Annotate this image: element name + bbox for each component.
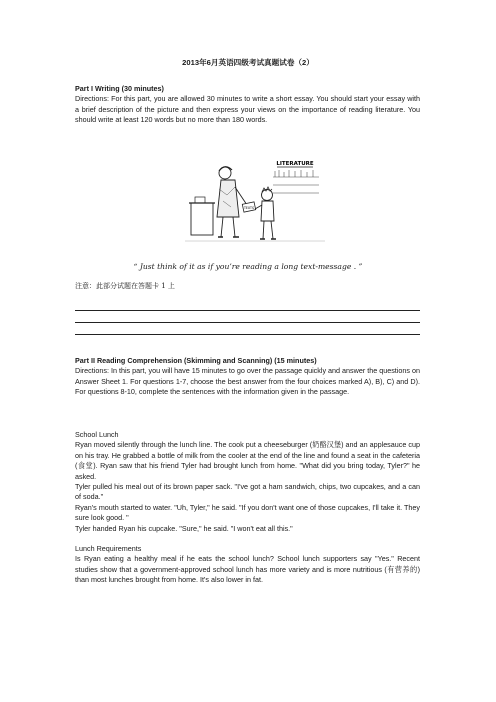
part-2-directions: Directions: In this part, you will have 15 minutes to go over the passage quickly and answer the questions on Answer Sheet 1. For questions 1-7, choose the best answer from the four choices marked A), B), C) and D). For questions 8-10, complete the sentences with the information given in the passage. [75, 366, 420, 397]
child-body [261, 201, 274, 221]
passage-title: School Lunch [75, 430, 119, 439]
answer-sheet-note: 注意：此部分试题在答题卡 1 上 [75, 282, 175, 290]
answer-lines [75, 310, 420, 335]
child-head [262, 190, 273, 201]
answer-line [75, 334, 420, 335]
answer-line [75, 322, 420, 323]
passage-subheading: Lunch Requirements [75, 544, 142, 554]
part-1-directions: Directions: For this part, you are allowed 30 minutes to write a short essay. You should start your essay with a brief description of the picture and then express your views on the importance of reading literature. You should write at least 120 words but no more than 180 words. [75, 94, 420, 125]
passage-paragraph: Tyler pulled his meal out of its brown paper sack. "I've got a ham sandwich, chips, two cupcakes, and a can of soda." [75, 482, 420, 502]
page-title: 2013年6月英语四级考试真题试卷（2） [182, 58, 314, 67]
cartoon-caption: “ Just think of it as if you’re reading a long text-message . ” [133, 262, 363, 271]
book-text: TEXTS [243, 206, 255, 210]
sign-text: LITERATURE [276, 161, 314, 167]
part-2-heading: Part II Reading Comprehension (Skimming and Scanning) (15 minutes) [75, 356, 317, 365]
passage-paragraph: Ryan moved silently through the lunch line. The cook put a cheeseburger (奶酪汉堡) and an applesauce cup on his tray. He grabbed a bottle of milk from the cooler at the end of the line and found a seat in the cafeteria (食堂). Ryan saw that his friend Tyler had brought lunch from home. "What did you bring today, Tyler?" he asked. [75, 440, 420, 481]
passage [75, 430, 420, 586]
passage-paragraph: Ryan's mouth started to water. "Uh, Tyler," he said. "If you don't want one of those cupcakes, I'll take it. They sure look good. " [75, 502, 420, 523]
desk [191, 203, 213, 235]
passage-paragraph: Is Ryan eating a healthy meal if he eats the school lunch? School lunch supporters say "Yes." Recent studies show that a government-approved school lunch has more variety and is more nutritious (有营养的) than most lunches brought from home. It's also lower in fat. [75, 554, 420, 585]
woman-dress [217, 180, 239, 217]
literature-cartoon [185, 155, 325, 261]
part-2-section [75, 356, 420, 398]
part-1-heading: Part I Writing (30 minutes) [75, 84, 164, 93]
part-1-section [75, 84, 420, 126]
passage-paragraph: Tyler handed Ryan his cupcake. "Sure," he said. "I won't eat all this." [75, 523, 293, 533]
answer-line [75, 310, 420, 311]
